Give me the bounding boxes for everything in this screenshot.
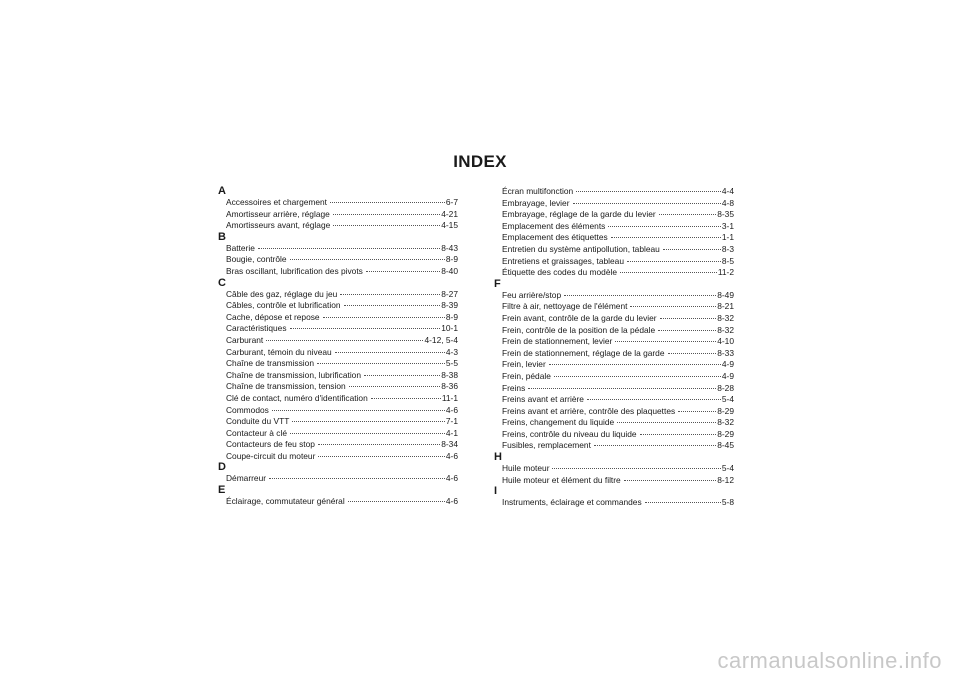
dot-leader <box>371 398 441 399</box>
entry-page-ref: 5-5 <box>445 358 458 369</box>
dot-leader <box>640 434 717 435</box>
entry-label: Emplacement des étiquettes <box>502 232 608 243</box>
entry-label: Fusibles, remplacement <box>502 440 591 451</box>
entry-label: Écran multifonction <box>502 186 574 196</box>
dot-leader <box>333 214 440 215</box>
index-entry <box>502 232 734 244</box>
dot-leader <box>323 317 445 318</box>
dot-leader <box>658 330 716 331</box>
dot-leader <box>330 202 445 203</box>
entry-label: Contacteur à clé <box>226 427 287 438</box>
entry-page-ref: 4-4 <box>721 186 734 196</box>
dot-leader <box>576 191 721 192</box>
entry-label: Instruments, éclairage et commandes <box>502 497 642 508</box>
entry-label: Caractéristiques <box>226 323 287 334</box>
dot-leader <box>290 328 441 329</box>
dot-leader <box>272 410 445 411</box>
index-entry <box>226 451 458 463</box>
entry-page-ref: 8-27 <box>441 288 458 299</box>
entry-page-ref: 6-7 <box>445 197 458 207</box>
index-entry <box>226 496 458 508</box>
dot-leader <box>290 259 445 260</box>
entry-page-ref: 8-49 <box>717 289 734 300</box>
index-entry <box>502 198 734 210</box>
entry-label: Embrayage, levier <box>502 197 570 208</box>
index-entry <box>502 463 734 475</box>
entry-label: Frein, contrôle de la position de la pédale <box>502 324 656 335</box>
dot-leader <box>678 411 716 412</box>
entry-label: Freins <box>502 382 526 393</box>
section-letter: I <box>494 485 498 498</box>
index-entry <box>226 347 458 359</box>
entry-label: Chaîne de transmission, tension <box>226 381 346 392</box>
index-entry <box>226 335 458 347</box>
entry-page-ref: 8-39 <box>441 300 458 311</box>
entry-label: Entretiens et graissages, tableau <box>502 255 624 266</box>
section-letter: A <box>218 185 226 197</box>
dot-leader <box>554 376 721 377</box>
entry-label: Carburant <box>226 334 264 345</box>
dot-leader <box>318 444 440 445</box>
dot-leader <box>630 306 716 307</box>
entry-label: Amortisseur arrière, réglage <box>226 208 330 219</box>
dot-leader <box>349 386 441 387</box>
index-entry <box>226 323 458 335</box>
dot-leader <box>573 203 721 204</box>
entry-label: Commodos <box>226 404 269 415</box>
entry-label: Clé de contact, numéro d'identification <box>226 392 368 403</box>
section-letter: H <box>494 451 502 464</box>
dot-leader <box>317 363 445 364</box>
section-letter: E <box>218 484 226 497</box>
index-entry <box>502 497 734 509</box>
dot-leader <box>292 421 445 422</box>
entry-label: Étiquette des codes du modèle <box>502 267 618 278</box>
entry-page-ref: 8-9 <box>445 311 458 322</box>
dot-leader <box>587 399 721 400</box>
index-entry <box>502 417 734 429</box>
entry-page-ref: 4-6 <box>445 496 458 507</box>
entry-label: Feu arrière/stop <box>502 289 562 300</box>
entry-label: Embrayage, réglage de la garde du levier <box>502 209 656 220</box>
entry-page-ref: 4-21 <box>441 208 458 219</box>
index-entry <box>226 381 458 393</box>
entry-page-ref: 8-32 <box>717 417 734 428</box>
dot-leader <box>552 468 720 469</box>
dot-leader <box>620 272 717 273</box>
entry-label: Filtre à air, nettoyage de l'élément <box>502 301 628 312</box>
index-entry <box>502 406 734 418</box>
index-entry <box>502 371 734 383</box>
index-entry <box>226 312 458 324</box>
entry-page-ref: 4-9 <box>721 359 734 370</box>
entry-page-ref: 11-1 <box>441 392 458 403</box>
entry-page-ref: 1-1 <box>721 232 734 243</box>
entry-label: Batterie <box>226 242 255 253</box>
entry-page-ref: 5-8 <box>721 497 734 508</box>
entry-label: Accessoires et chargement <box>226 197 328 207</box>
dot-leader <box>594 445 716 446</box>
index-entry <box>502 267 734 279</box>
dot-leader <box>269 478 445 479</box>
entry-label: Freins, changement du liquide <box>502 417 615 428</box>
dot-leader <box>617 422 716 423</box>
dot-leader <box>335 352 445 353</box>
entry-label: Frein de stationnement, levier <box>502 336 613 347</box>
index-entry <box>502 440 734 452</box>
index-entry <box>226 289 458 301</box>
entry-page-ref: 4-9 <box>721 370 734 381</box>
entry-page-ref: 8-34 <box>441 439 458 450</box>
entry-label: Freins avant et arrière, contrôle des plaquettes <box>502 405 676 416</box>
entry-page-ref: 8-45 <box>717 440 734 451</box>
index-entry <box>502 256 734 268</box>
entry-page-ref: 8-5 <box>721 255 734 266</box>
index-entry <box>502 348 734 360</box>
entry-label: Freins, contrôle du niveau du liquide <box>502 428 637 439</box>
dot-leader <box>564 295 716 296</box>
index-entry <box>226 370 458 382</box>
entry-page-ref: 5-4 <box>721 463 734 474</box>
entry-label: Huile moteur et élément du filtre <box>502 474 621 485</box>
entry-page-ref: 4-12, 5-4 <box>424 334 458 345</box>
dot-leader <box>659 214 717 215</box>
entry-label: Frein, pédale <box>502 370 551 381</box>
section-letter: F <box>494 277 501 290</box>
dot-leader <box>663 249 721 250</box>
entry-page-ref: 8-12 <box>717 474 734 485</box>
entry-page-ref: 8-29 <box>717 405 734 416</box>
index-entry <box>502 290 734 302</box>
dot-leader <box>340 294 440 295</box>
index-entry <box>226 220 458 232</box>
index-entry <box>502 209 734 221</box>
entry-page-ref: 4-6 <box>445 473 458 484</box>
entry-page-ref: 4-6 <box>445 404 458 415</box>
dot-leader <box>333 225 440 226</box>
entry-page-ref: 7-1 <box>445 416 458 427</box>
dot-leader <box>348 501 445 502</box>
entry-label: Amortisseurs avant, réglage <box>226 220 331 231</box>
entry-page-ref: 8-38 <box>441 369 458 380</box>
index-entry <box>502 301 734 313</box>
entry-page-ref: 8-35 <box>717 209 734 220</box>
index-entry <box>226 416 458 428</box>
entry-label: Chaîne de transmission, lubrification <box>226 369 361 380</box>
entry-page-ref: 8-29 <box>717 428 734 439</box>
entry-label: Câbles, contrôle et lubrification <box>226 300 341 311</box>
entry-label: Huile moteur <box>502 463 550 474</box>
entry-page-ref: 4-6 <box>445 450 458 461</box>
entry-page-ref: 8-32 <box>717 324 734 335</box>
dot-leader <box>344 305 441 306</box>
page-title: INDEX <box>453 152 507 171</box>
dot-leader <box>608 226 721 227</box>
index-entry <box>502 394 734 406</box>
section-letter: C <box>218 276 226 289</box>
entry-page-ref: 5-4 <box>721 394 734 405</box>
index-entry <box>502 325 734 337</box>
entry-page-ref: 11-2 <box>717 267 734 278</box>
index-entry <box>502 313 734 325</box>
index-entry <box>502 359 734 371</box>
dot-leader <box>615 341 716 342</box>
entry-label: Freins avant et arrière <box>502 394 584 405</box>
dot-leader <box>258 248 440 249</box>
index-entry <box>226 439 458 451</box>
entry-label: Bougie, contrôle <box>226 254 287 265</box>
index-entry <box>226 300 458 312</box>
entry-label: Frein avant, contrôle de la garde du levier <box>502 312 657 323</box>
dot-leader <box>660 318 717 319</box>
entry-label: Chaîne de transmission <box>226 358 314 369</box>
entry-page-ref: 8-28 <box>717 382 734 393</box>
dot-leader <box>318 456 445 457</box>
watermark: carmanualsonline.info <box>717 648 942 673</box>
index-entry <box>226 473 458 485</box>
index-entry <box>226 209 458 221</box>
entry-page-ref: 4-8 <box>721 197 734 208</box>
entry-label: Emplacement des éléments <box>502 220 606 231</box>
entry-page-ref: 8-21 <box>717 301 734 312</box>
entry-page-ref: 8-33 <box>717 347 734 358</box>
entry-page-ref: 8-32 <box>717 312 734 323</box>
dot-leader <box>528 388 716 389</box>
index-entry <box>226 405 458 417</box>
entry-page-ref: 10-1 <box>441 323 458 334</box>
dot-leader <box>645 502 721 503</box>
index-entry <box>226 254 458 266</box>
dot-leader <box>364 375 440 376</box>
index-entry <box>226 266 458 278</box>
index-entry <box>226 428 458 440</box>
entry-label: Contacteurs de feu stop <box>226 439 315 450</box>
entry-page-ref: 8-36 <box>441 381 458 392</box>
index-column-left <box>218 186 458 508</box>
entry-label: Démarreur <box>226 473 267 484</box>
entry-label: Cache, dépose et repose <box>226 311 320 322</box>
index-entry <box>226 358 458 370</box>
index-entry <box>502 475 734 487</box>
dot-leader <box>549 364 721 365</box>
entry-page-ref: 4-1 <box>445 427 458 438</box>
entry-page-ref: 4-15 <box>441 220 458 231</box>
entry-page-ref: 8-3 <box>721 243 734 254</box>
entry-label: Conduite du VTT <box>226 416 290 427</box>
entry-page-ref: 4-3 <box>445 346 458 357</box>
entry-label: Câble des gaz, réglage du jeu <box>226 288 338 299</box>
index-entry <box>502 186 734 198</box>
index-entry <box>226 393 458 405</box>
entry-label: Carburant, témoin du niveau <box>226 346 332 357</box>
entry-page-ref: 8-43 <box>441 242 458 253</box>
entry-label: Frein de stationnement, réglage de la garde <box>502 347 665 358</box>
entry-label: Éclairage, commutateur général <box>226 496 345 507</box>
index-entry <box>502 244 734 256</box>
dot-leader <box>627 261 721 262</box>
entry-page-ref: 3-1 <box>721 220 734 231</box>
entry-label: Coupe-circuit du moteur <box>226 450 316 461</box>
index-entry <box>502 221 734 233</box>
dot-leader <box>290 433 445 434</box>
index-entry <box>226 197 458 209</box>
entry-label: Frein, levier <box>502 359 546 370</box>
entry-label: Bras oscillant, lubrification des pivots <box>226 265 363 276</box>
index-entry <box>502 383 734 395</box>
entry-label: Entretien du système antipollution, tableau <box>502 243 660 254</box>
dot-leader <box>668 353 717 354</box>
index-entry <box>502 429 734 441</box>
dot-leader <box>624 480 717 481</box>
index-entry <box>226 243 458 255</box>
index-entry <box>502 336 734 348</box>
dot-leader <box>366 271 440 272</box>
index-column-right <box>494 186 734 509</box>
section-letter: B <box>218 230 226 243</box>
entry-page-ref: 4-10 <box>717 336 734 347</box>
entry-page-ref: 8-9 <box>445 254 458 265</box>
dot-leader <box>266 340 423 341</box>
section-letter: D <box>218 461 226 474</box>
entry-page-ref: 8-40 <box>441 265 458 276</box>
dot-leader <box>611 237 721 238</box>
